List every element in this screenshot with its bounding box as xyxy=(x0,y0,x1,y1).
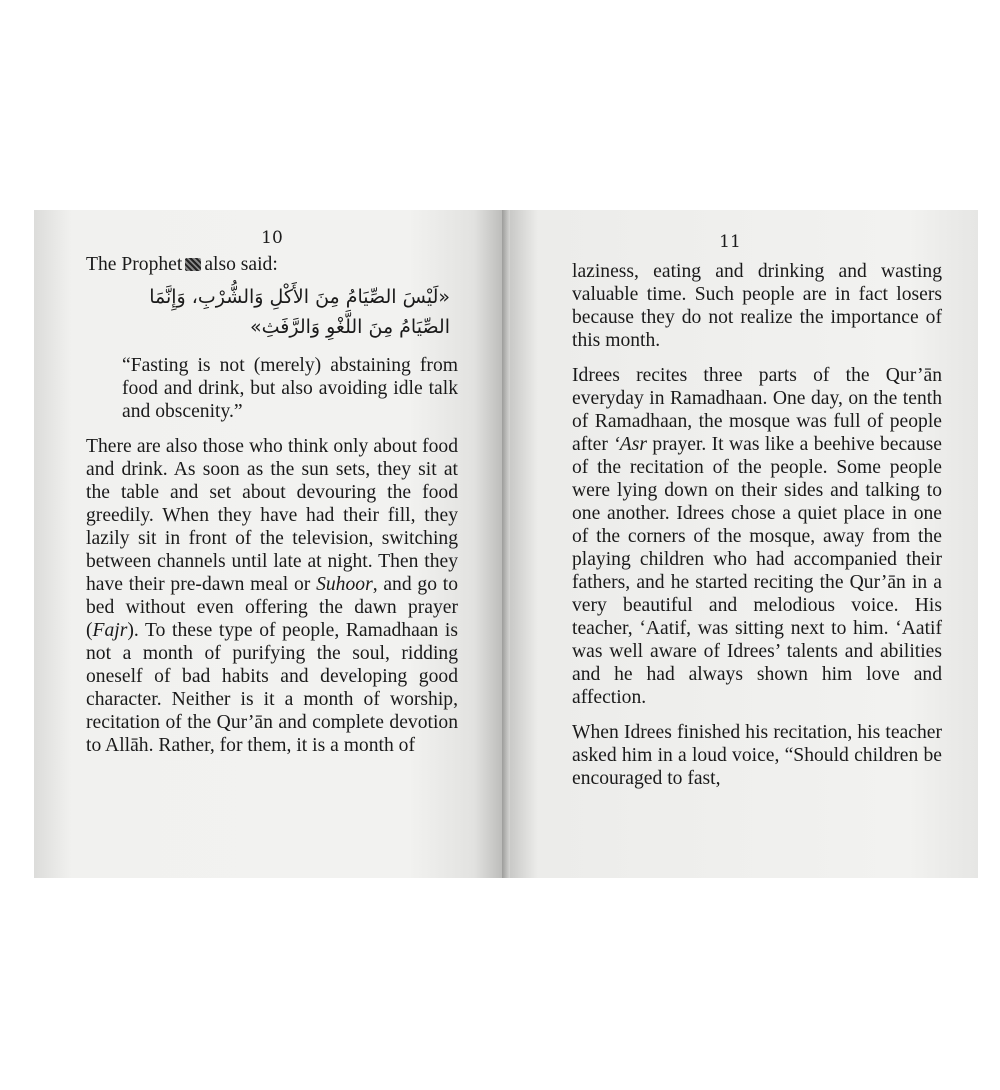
right-page xyxy=(510,210,978,878)
right-paragraph-1: laziness, eating and drinking and wasting valuable time. Such people are in fact losers because they do not realize the importance of this month. xyxy=(572,261,942,351)
intro-before: The Prophet xyxy=(86,254,183,275)
left-para-part-3: ). To these type of people, Ramadhaan is not a month of purifying the soul, ridding oneself of bad habits and developing good character. Neither is it a month of worship, recitation of the Qur’ān and complete devotion to Allāh. Rather, for them, it is a month of xyxy=(86,620,458,756)
arabic-line-2: الصِّيَامُ مِنَ اللَّغْوِ وَالرَّفَثِ» xyxy=(249,316,450,338)
left-page-text xyxy=(86,253,458,757)
right-para2-italic: ‘Asr xyxy=(613,434,648,455)
arabic-hadith xyxy=(86,282,450,342)
right-paragraph-3: When Idrees finished his recitation, his teacher asked him in a loud voice, “Should children be encouraged to fast, xyxy=(572,722,942,789)
left-para-part-2: , and go to bed without even offering the dawn prayer ( xyxy=(86,574,458,641)
book-gutter xyxy=(502,210,510,878)
right-para2-part-2: prayer. It was like a beehive because of the recitation of the people. Some people were lying down on their sides and talking to one another. Idrees chose a quiet place in one of the corners of the mosque, away from the playing children who had accompanied their fathers, and he started reciting the Qur’ān in a very beautiful and melodious voice. His teacher, ‘Aatif, was sitting next to him. ‘Aatif was well aware of Idrees’ talents and abilities and he had always shown him love and affection. xyxy=(572,434,942,708)
page-number-left: 10 xyxy=(261,228,283,248)
salutation-seal-icon xyxy=(185,258,201,271)
left-para-part-1: There are also those who think only about food and drink. As soon as the sun sets, they sit at the table and set about devouring the food greedily. When they have had their fill, they lazily sit in front of the television, switching between channels until late at night. Then they have their pre-dawn meal or xyxy=(86,436,458,595)
hadith-translation: “Fasting is not (merely) abstaining from food and drink, but also avoiding idle talk and obscenity.” xyxy=(122,355,458,422)
right-para2-part-1: Idrees recites three parts of the Qur’ān everyday in Ramadhaan. One day, on the tenth of Ramadhaan, the mosque was full of people after xyxy=(572,365,942,455)
book-spread xyxy=(34,210,978,878)
left-para-italic-1: Suhoor xyxy=(316,574,373,595)
hadith-intro xyxy=(86,253,458,276)
right-page-text xyxy=(572,260,942,790)
left-page xyxy=(34,210,502,878)
intro-after: also said: xyxy=(204,254,278,275)
arabic-line-1: «لَيْسَ الصِّيَامُ مِنَ الأَكْلِ وَالشُّرْبِ، وَإِنَّمَا xyxy=(149,286,450,308)
left-para-italic-2: Fajr xyxy=(92,620,128,641)
left-paragraph xyxy=(86,435,458,757)
page-number-right: 11 xyxy=(719,232,741,252)
right-paragraph-2 xyxy=(572,364,942,709)
